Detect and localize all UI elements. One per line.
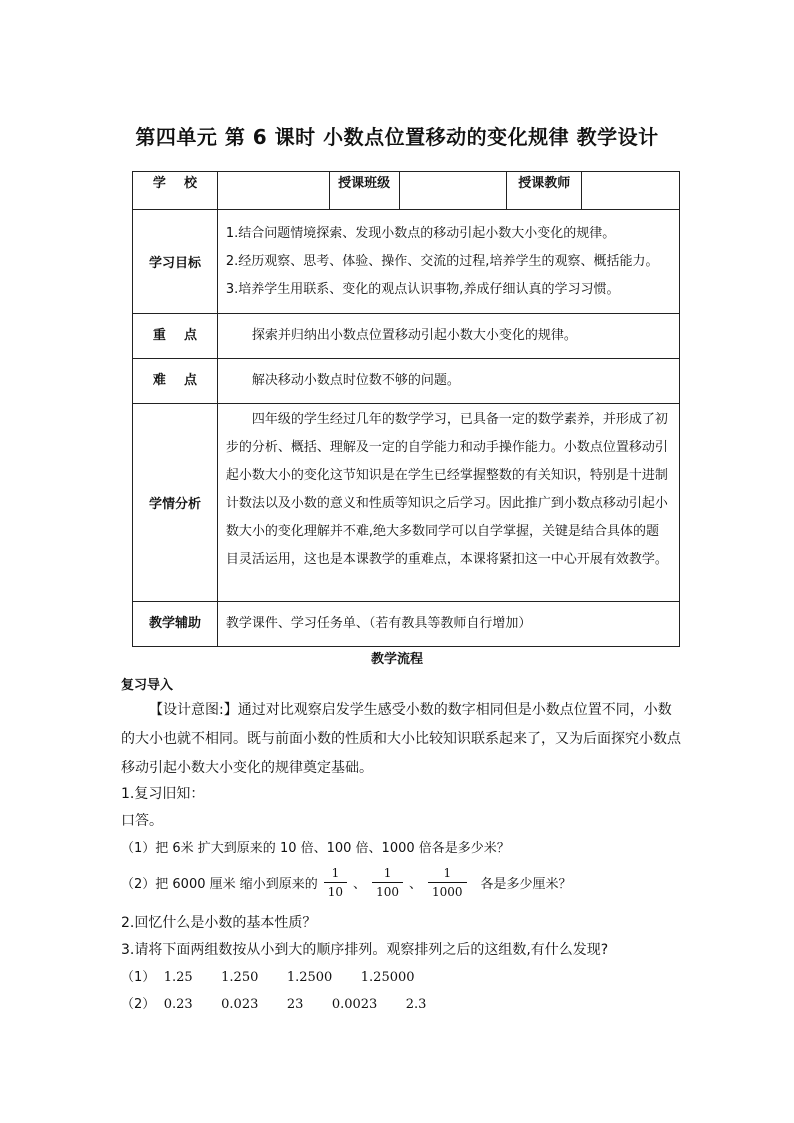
aids-cell	[217, 602, 679, 647]
number-group-2	[121, 993, 450, 1012]
difficulty-cell	[217, 359, 679, 404]
class-label: 授课班级	[329, 172, 399, 210]
fraction-numerator: 1	[324, 864, 347, 883]
question-1-2-suffix: 各是多少厘米？	[480, 877, 572, 892]
question-1-1: （1）把 6米 扩大到原来的 10 倍、100 倍、1000 倍各是多少米？	[121, 841, 510, 856]
flow-title: 教学流程	[370, 652, 423, 667]
teacher-value	[582, 172, 680, 210]
key-label: 重 点	[133, 314, 218, 359]
difficulty-text: 解决移动小数点时位数不够的问题。	[251, 373, 460, 388]
number-item: 0.23	[163, 997, 193, 1012]
table-row	[133, 314, 680, 359]
table-row	[133, 172, 680, 210]
number-item: 1.250	[221, 970, 259, 985]
table-row	[133, 359, 680, 404]
number-item: 0.023	[221, 997, 259, 1012]
separator: 、	[408, 877, 422, 892]
difficulty-label: 难 点	[133, 359, 218, 404]
number-item: 1.2500	[286, 970, 333, 985]
design-intent: 【设计意图:】通过对比观察启发学生感受小数的数字相同但是小数点位置不同，小数的大小也就不相同。既与前面小数的性质和大小比较知识联系起来了，又为后面探究小数点移动引起小数大小变化的规律奠定基础。	[121, 702, 681, 776]
aids-text: 教学课件、学习任务单、（若有教具等教师自行增加）	[225, 616, 532, 631]
goal-item: 1.结合问题情境探索、发现小数点的移动引起小数大小变化的规律。	[225, 226, 616, 241]
number-item: 1.25	[163, 970, 193, 985]
number-item: 1.25000	[360, 970, 415, 985]
goals-cell	[217, 210, 679, 314]
separator: 、	[353, 877, 367, 892]
review-question-1: 1.复习旧知：	[121, 786, 205, 802]
key-text: 探索并归纳出小数点位置移动引起小数大小变化的规律。	[251, 328, 577, 343]
number-item: 23	[286, 997, 304, 1012]
analysis-label: 学情分析	[133, 404, 218, 602]
fraction	[372, 864, 403, 901]
fraction	[428, 864, 467, 901]
section-heading: 复习导入	[121, 678, 174, 693]
fraction-numerator: 1	[372, 864, 403, 883]
number-item: 2.3	[405, 997, 427, 1012]
table-row	[133, 602, 680, 647]
goals-label: 学习目标	[133, 210, 218, 314]
goal-item: 3.培养学生用联系、变化的观点认识事物,养成仔细认真的学习习惯。	[225, 282, 620, 297]
fraction-denominator: 10	[327, 885, 344, 899]
fraction-numerator: 1	[428, 864, 467, 883]
document-title: 第四单元 第 6 课时 小数点位置移动的变化规律 教学设计	[135, 125, 659, 149]
goal-item: 2.经历观察、思考、体验、操作、交流的过程,培养学生的观察、概括能力。	[225, 254, 659, 269]
analysis-text: 四年级的学生经过几年的数学学习，已具备一定的数学素养，并形成了初步的分析、概括、理解及一定的自学能力和动手操作能力。小数点位置移动引起小数大小的变化这节知识是在学生已经掌握整数的有关知识，特别是十进制计数法以及小数的意义和性质等知识之后学习。因此推广到小数点移动引起小数大小的变化理解并不难,绝大多数同学可以自学掌握，关键是结合具体的题目灵活运用，这也是本课教学的重难点，本课将紧扣这一中心开展有效教学。	[225, 412, 668, 567]
fraction	[324, 864, 347, 901]
review-question-3: 3.请将下面两组数按从小到大的顺序排列。观察排列之后的这组数,有什么发现?	[121, 942, 609, 958]
key-cell	[217, 314, 679, 359]
aids-label: 教学辅助	[133, 602, 218, 647]
school-value	[217, 172, 329, 210]
class-value	[399, 172, 507, 210]
table-row	[133, 404, 680, 602]
review-question-2: 2.回忆什么是小数的基本性质？	[121, 915, 317, 931]
question-1-2-prefix: （2）把 6000 厘米 缩小到原来的	[121, 877, 318, 892]
fraction-denominator: 100	[376, 885, 399, 899]
analysis-cell	[217, 404, 679, 602]
group-label: （1）	[121, 970, 156, 985]
number-group-1	[121, 966, 439, 985]
lesson-info-table	[132, 171, 680, 647]
school-label: 学 校	[133, 172, 218, 210]
teacher-label: 授课教师	[507, 172, 582, 210]
fraction-denominator: 1000	[431, 885, 463, 899]
table-row	[133, 210, 680, 314]
number-item: 0.0023	[331, 997, 378, 1012]
question-1-2	[121, 864, 572, 901]
group-label: （2）	[121, 997, 156, 1012]
oral-answer-label: 口答。	[121, 813, 163, 829]
